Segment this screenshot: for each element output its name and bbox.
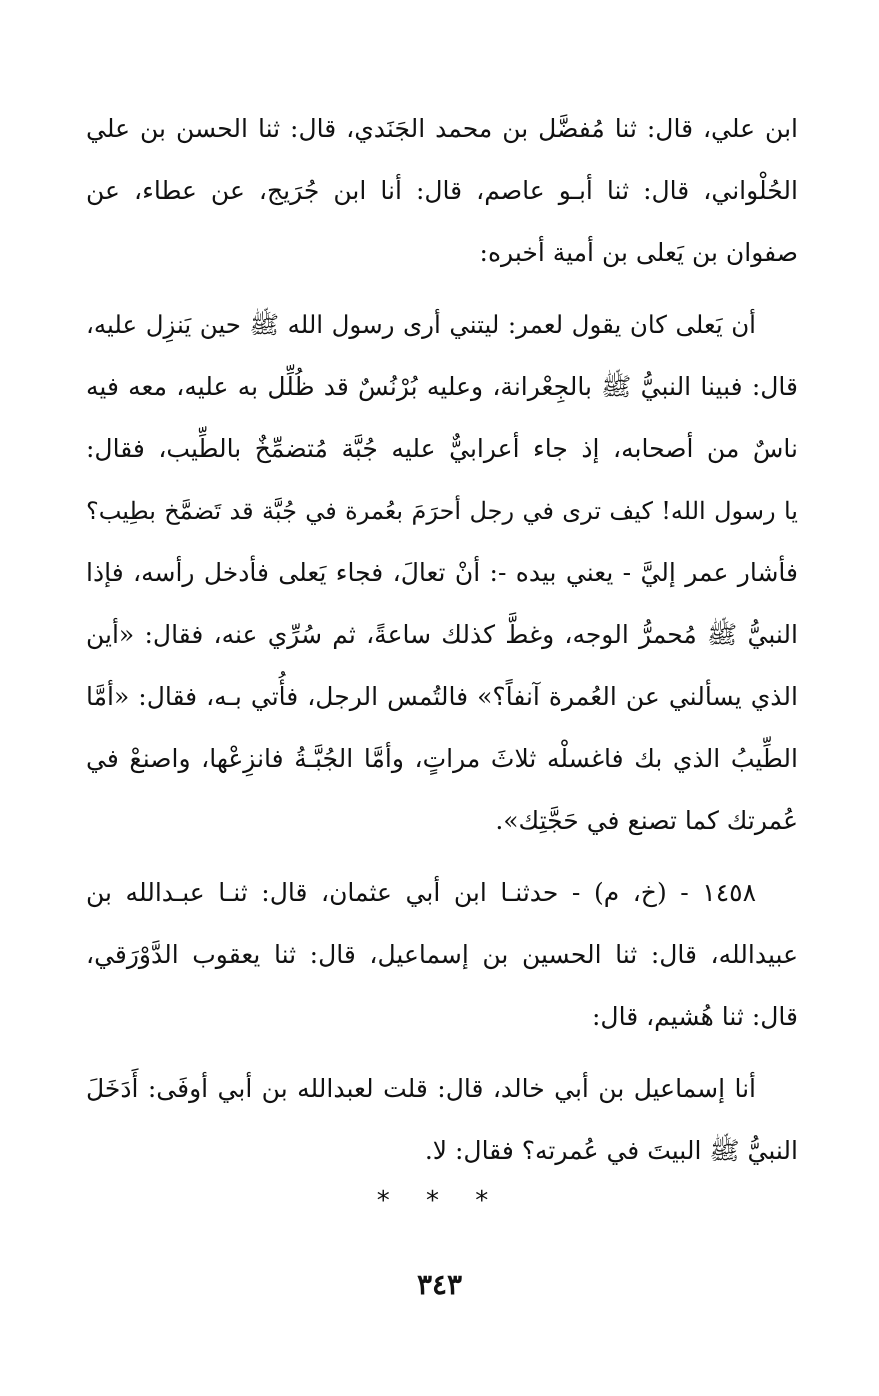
text-line: أنا إسماعيل بن أبي خالد، قال: قلت لعبدالله بن أبي أوفَى: أَدَخَلَ bbox=[86, 1074, 756, 1103]
section-divider: * * * bbox=[376, 1186, 503, 1216]
text-line: فأشار عمر إليَّ - يعني بيده -: أنْ تعالَ، فجاء يَعلى فأدخل رأسه، فإذا bbox=[86, 558, 798, 587]
text-line: ابن علي، قال: ثنا مُفضَّل بن محمد الجَنَدي، قال: ثنا الحسن بن علي bbox=[86, 114, 798, 143]
hadith-heading-line: ١٤٥٨ - (خ، م) - حدثنـا ابن أبي عثمان، قال: ثنـا عبـدالله بن bbox=[86, 878, 756, 907]
paragraph-gap bbox=[86, 284, 798, 294]
body-text bbox=[86, 98, 798, 1182]
text-line: ناسٌ من أصحابه، إذ جاء أعرابيٌّ عليه جُبَّة مُتضمِّخٌ بالطِّيب، فقال: bbox=[86, 434, 798, 463]
paragraph-gap bbox=[86, 1048, 798, 1058]
paragraph-gap bbox=[86, 852, 798, 862]
page-number: ٣٤٣ bbox=[416, 1268, 463, 1301]
text-line: قال: فبينا النبيُّ ﷺ بالجِعْرانة، وعليه بُرْنُسٌ قد ظُلِّل به عليه، معه فيه bbox=[86, 372, 798, 401]
text-line: النبيُّ ﷺ البيتَ في عُمرته؟ فقال: لا. bbox=[424, 1136, 798, 1165]
text-line: النبيُّ ﷺ مُحمرُّ الوجه، وغطَّ كذلك ساعةً، ثم سُرِّي عنه، فقال: «أين bbox=[86, 620, 798, 649]
text-line: الذي يسألني عن العُمرة آنفاً؟» فالتُمس الرجل، فأُتي بـه، فقال: «أمَّا bbox=[86, 682, 798, 711]
text-line: صفوان بن يَعلى بن أمية أخبره: bbox=[479, 238, 798, 267]
text-line: الطِّيبُ الذي بك فاغسلْه ثلاثَ مراتٍ، وأمَّا الجُبَّـةُ فانزِعْها، واصنعْ في bbox=[86, 744, 798, 773]
text-line: الحُلْواني، قال: ثنا أبـو عاصم، قال: أنا ابن جُرَيج، عن عطاء، عن bbox=[86, 176, 798, 205]
text-line: قال: ثنا هُشيم، قال: bbox=[591, 1002, 798, 1031]
text-line: عُمرتك كما تصنع في حَجَّتِك». bbox=[495, 806, 798, 835]
text-line: يا رسول الله! كيف ترى في رجل أحرَمَ بعُمرة في جُبَّة قد تَضمَّخ بطِيب؟ bbox=[86, 497, 798, 525]
text-line: عبيدالله، قال: ثنا الحسين بن إسماعيل، قال: ثنا يعقوب الدَّوْرَقي، bbox=[86, 940, 798, 969]
text-line: أن يَعلى كان يقول لعمر: ليتني أرى رسول الله ﷺ حين يَنزِل عليه، bbox=[86, 310, 756, 339]
